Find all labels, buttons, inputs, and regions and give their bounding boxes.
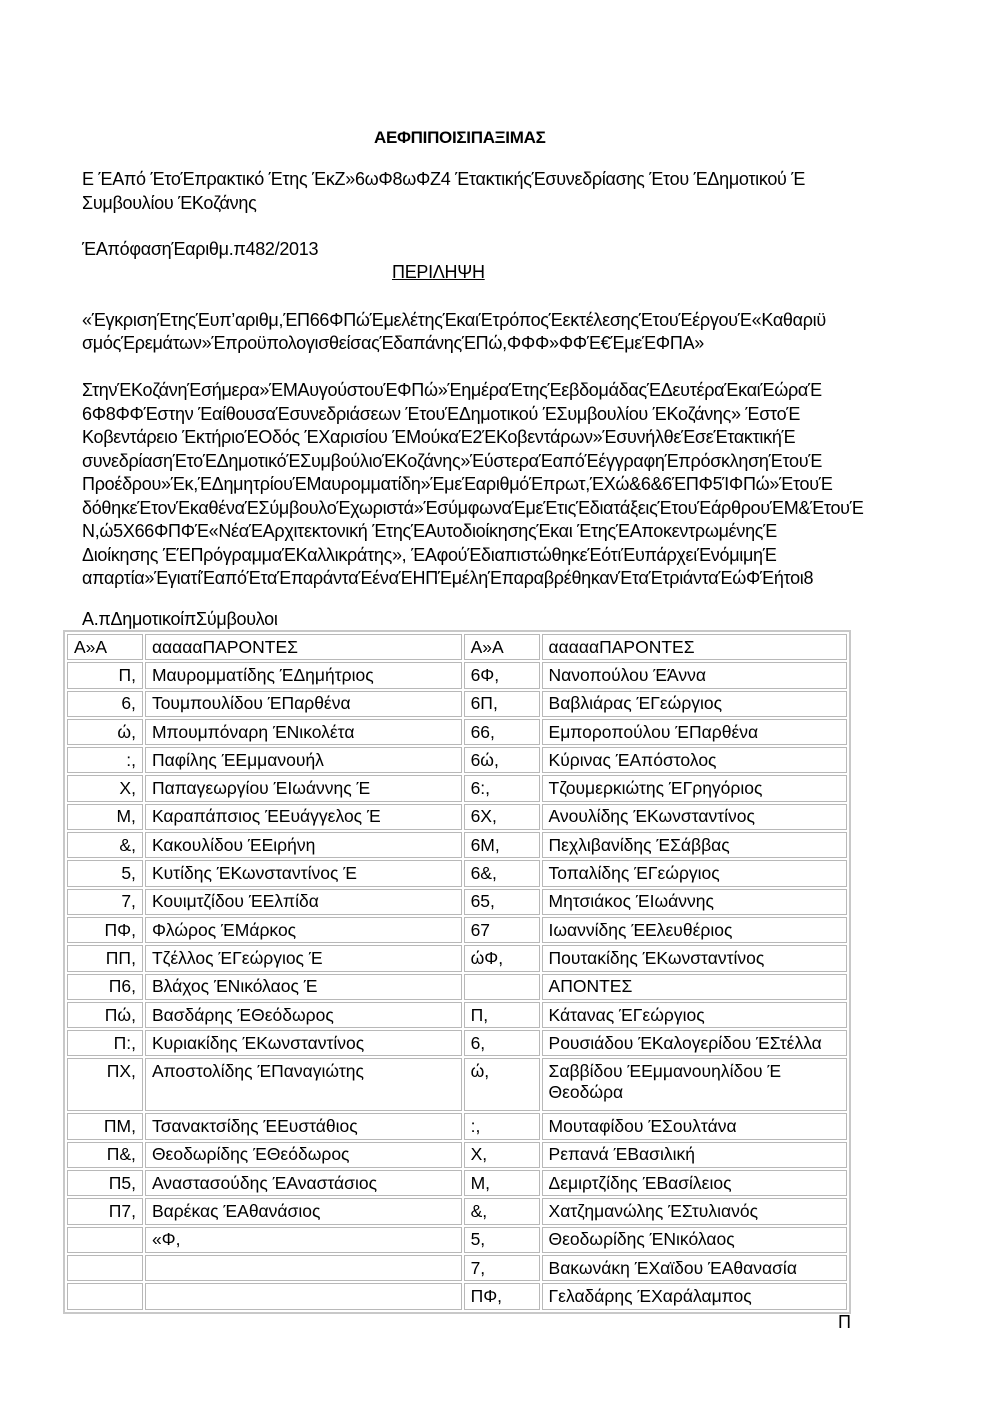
summary-heading: ΠΕΡΙΛΗΨΗ — [392, 262, 485, 282]
member-name-cell — [145, 1283, 462, 1309]
table-row — [67, 889, 847, 915]
row-number-cell: Χ, — [464, 1142, 540, 1168]
table-row — [67, 1198, 847, 1224]
row-number-cell: &, — [67, 832, 143, 858]
body-line: ΣτηνΈΚοζάνηΈσήμερα»ΈΜΑυγούστουΈΦΠώ»ΈημέραΈτηςΈεβδομάδαςΈΔευτέραΈκαιΈώραΈ — [82, 380, 822, 400]
row-number-cell: Π7, — [67, 1198, 143, 1224]
member-name-cell: Τζουμερκιώτης ΈΓρηγόριος — [542, 775, 847, 801]
row-number-cell: ώ, — [464, 1058, 540, 1111]
member-name-cell: Κύρινας ΈΑπόστολος — [542, 747, 847, 773]
table-row — [67, 1255, 847, 1281]
member-name-cell: Αναστασούδης ΈΑναστάσιος — [145, 1170, 462, 1196]
table-row — [67, 974, 847, 1000]
source-line-2: Συμβουλίου ΈΚοζάνης — [82, 193, 257, 213]
subject-line-2: σμόςΈρεμάτων»ΈπροϋπολογισθείσαςΈδαπάνηςΈΠώ,ΦΦΦ»ΦΦΈ€ΈμεΈΦΠΑ» — [82, 333, 704, 353]
row-number-cell — [67, 1255, 143, 1281]
row-number-cell: 5, — [464, 1227, 540, 1253]
row-number-cell: 6Μ, — [464, 832, 540, 858]
member-name-cell: Βλάχος ΈΝικόλαος Έ — [145, 974, 462, 1000]
row-number-cell: ΠΜ, — [67, 1113, 143, 1139]
members-table — [63, 630, 851, 1314]
member-name-cell — [145, 1255, 462, 1281]
row-number-cell: ΠΧ, — [67, 1058, 143, 1111]
member-name-cell: Ιωαννίδης ΈΕλευθέριος — [542, 917, 847, 943]
body-line: Κοβεντάρειο ΈκτήριοΈΟδός ΈΧαρισίου ΈΜούκαΈ2ΈΚοβεντάρων»ΈσυνήλθεΈσεΈτακτικήΈ — [82, 427, 796, 447]
member-name-cell: Κυριακίδης ΈΚωνσταντίνος — [145, 1030, 462, 1056]
table-row — [67, 775, 847, 801]
row-number-cell: 6&, — [464, 860, 540, 886]
table-row — [67, 1030, 847, 1056]
row-number-cell: ΠΠ, — [67, 945, 143, 971]
table-row — [67, 804, 847, 830]
row-number-cell: ώ, — [67, 719, 143, 745]
row-number-cell: 67 — [464, 917, 540, 943]
member-name-cell: Βασδάρης ΈΘεόδωρος — [145, 1002, 462, 1028]
table-header-row — [67, 634, 847, 660]
member-name-cell: Καραπάπσιος ΈΕυάγγελος Έ — [145, 804, 462, 830]
table-row — [67, 1113, 847, 1139]
row-number-cell: Π5, — [67, 1170, 143, 1196]
member-name-cell: Μαυρομματίδης ΈΔημήτριος — [145, 662, 462, 688]
row-number-cell — [67, 1227, 143, 1253]
subject-line-1: «ΈγκρισηΈτηςΈυπ’αριθμ,ΈΠ66ΦΠώΈμελέτηςΈκαιΈτρόποςΈεκτέλεσηςΈτουΈέργουΈ«Καθαριϋ — [82, 310, 826, 330]
member-name-cell: Παφίλης ΈΕμμανουήλ — [145, 747, 462, 773]
table-row — [67, 662, 847, 688]
member-name-cell: Χατζημανώλης ΈΣτυλιανός — [542, 1198, 847, 1224]
member-name-cell: Δεμιρτζίδης ΈΒασίλειος — [542, 1170, 847, 1196]
page-number: Π — [838, 1312, 851, 1332]
row-number-cell: 6:, — [464, 775, 540, 801]
member-name-cell: Φλώρος ΈΜάρκος — [145, 917, 462, 943]
row-number-cell: 6Φ, — [464, 662, 540, 688]
header-cell: αααααΠΑΡΟΝΤΕΣ — [542, 634, 847, 660]
row-number-cell: Π:, — [67, 1030, 143, 1056]
row-number-cell: ώΦ, — [464, 945, 540, 971]
member-name-cell: Τζέλλος ΈΓεώργιος Έ — [145, 945, 462, 971]
table-row — [67, 691, 847, 717]
body-line: συνεδρίασηΈτοΈΔημοτικόΈΣυμβούλιοΈΚοζάνης»ΈύστεραΈαπόΈέγγραφηΈπρόσκλησηΈτουΈ — [82, 451, 823, 471]
table-row — [67, 747, 847, 773]
member-name-cell: Μπουμπόναρη ΈΝικολέτα — [145, 719, 462, 745]
header-cell: αααααΠΑΡΟΝΤΕΣ — [145, 634, 462, 660]
row-number-cell: 6Π, — [464, 691, 540, 717]
member-name-cell: Κάτανας ΈΓεώργιος — [542, 1002, 847, 1028]
row-number-cell — [67, 1283, 143, 1309]
row-number-cell: 65, — [464, 889, 540, 915]
row-number-cell: 5, — [67, 860, 143, 886]
body-line: δόθηκεΈτονΈκαθέναΈΣύμβουλοΈχωριστά»ΈσύμφωναΈμεΈτιςΈδιατάξειςΈτουΈάρθρουΈΜ&ΈτουΈ — [82, 498, 864, 518]
body-line: Ν,ώ5Χ66ΦΠΦΈ«ΝέαΈΑρχιτεκτονική ΈτηςΈΑυτοδιοίκησηςΈκαι ΈτηςΈΑποκεντρωμένηςΈ — [82, 521, 777, 541]
row-number-cell: Μ, — [67, 804, 143, 830]
row-number-cell: 66, — [464, 719, 540, 745]
member-name-cell: Κυτίδης ΈΚωνσταντίνος Έ — [145, 860, 462, 886]
table-row — [67, 1058, 847, 1111]
row-number-cell: 6ώ, — [464, 747, 540, 773]
table-row — [67, 1283, 847, 1309]
row-number-cell: Χ, — [67, 775, 143, 801]
member-name-cell: Μουταφίδου ΈΣουλτάνα — [542, 1113, 847, 1139]
row-number-cell: Π6, — [67, 974, 143, 1000]
table-row — [67, 860, 847, 886]
row-number-cell: :, — [464, 1113, 540, 1139]
row-number-cell: 7, — [67, 889, 143, 915]
member-name-cell: Ρεπανά ΈΒασιλική — [542, 1142, 847, 1168]
member-name-cell: Βαρέκας ΈΑθανάσιος — [145, 1198, 462, 1224]
member-name-cell: Κακουλίδου ΈΕιρήνη — [145, 832, 462, 858]
member-name-cell: Θεοδωρίδης ΈΘεόδωρος — [145, 1142, 462, 1168]
member-name-cell: Πεχλιβανίδης ΈΣάββας — [542, 832, 847, 858]
table-row — [67, 1227, 847, 1253]
table-row — [67, 719, 847, 745]
member-name-cell: Κουιμτζίδου ΈΕλπίδα — [145, 889, 462, 915]
members-heading: Α.πΔημοτικοίπΣύμβουλοι — [82, 609, 278, 629]
member-name-cell: Βαβλιάρας ΈΓεώργιος — [542, 691, 847, 717]
member-name-cell: Ρουσιάδου ΈΚαλογερίδου ΈΣτέλλα — [542, 1030, 847, 1056]
member-name-cell: «Φ, — [145, 1227, 462, 1253]
row-number-cell: Π, — [464, 1002, 540, 1028]
header-cell: Α»Α — [464, 634, 540, 660]
member-name-cell: Τουμπουλίδου ΈΠαρθένα — [145, 691, 462, 717]
body-line: Προέδρου»Έκ,ΈΔημητρίουΈΜαυρομματίδη»ΈμεΈαριθμόΈπρωτ,ΈΧώ&6&6ΈΠΦ5ΊΦΠώ»ΈτουΈ — [82, 474, 833, 494]
member-name-cell: Παπαγεωργίου ΈΙωάννης Έ — [145, 775, 462, 801]
table-row — [67, 917, 847, 943]
row-number-cell: Π&, — [67, 1142, 143, 1168]
member-name-cell: Μητσιάκος ΈΙωάννης — [542, 889, 847, 915]
row-number-cell: Μ, — [464, 1170, 540, 1196]
decision-number: ΈΑπόφασηΈαριθμ.π482/2013 — [82, 239, 319, 259]
member-name-cell: Βακωνάκη ΈΧαϊδου ΈΑθανασία — [542, 1255, 847, 1281]
source-line-1: Ε ΈΑπό ΈτοΈπρακτικό Έτης ΈκΖ»6ωΦ8ωΦΖ4 ΈτακτικήςΈσυνεδρίασης Έτου ΈΔημοτικού Έ — [82, 169, 806, 189]
row-number-cell: ΠΦ, — [464, 1283, 540, 1309]
row-number-cell: Π, — [67, 662, 143, 688]
row-number-cell: 6, — [67, 691, 143, 717]
body-line: Διοίκησης ΈΈΠρόγραμμαΈΚαλλικράτης», ΈΑφούΈδιαπιστώθηκεΈότιΈυπάρχειΈνόμιμηΈ — [82, 545, 777, 565]
table-row — [67, 945, 847, 971]
header-cell: Α»Α — [67, 634, 143, 660]
body-line: 6Φ8ΦΦΈστην ΈαίθουσαΈσυνεδριάσεων ΈτουΈΔημοτικού ΈΣυμβουλίου ΈΚοζάνης» ΈστοΈ — [82, 404, 801, 424]
member-name-cell: Πουτακίδης ΈΚωνσταντίνος — [542, 945, 847, 971]
table-row — [67, 832, 847, 858]
member-name-cell: Ανουλίδης ΈΚωνσταντίνος — [542, 804, 847, 830]
member-name-cell: Τοπαλίδης ΈΓεώργιος — [542, 860, 847, 886]
table-row — [67, 1170, 847, 1196]
member-name-cell: Αποστολίδης ΈΠαναγιώτης — [145, 1058, 462, 1111]
member-name-cell: Νανοπούλου ΈΆννα — [542, 662, 847, 688]
row-number-cell: 6, — [464, 1030, 540, 1056]
member-name-cell: Σαββίδου ΈΕμμανουηλίδου Έ Θεοδώρα — [542, 1058, 847, 1111]
member-name-cell: ΑΠΟΝΤΕΣ — [542, 974, 847, 1000]
member-name-cell: Τσανακτσίδης ΈΕυστάθιος — [145, 1113, 462, 1139]
document-title: ΑΕΦΠΙΠΟΙΣΙΠΑΞΙΜΑΣ — [374, 128, 546, 147]
row-number-cell: 7, — [464, 1255, 540, 1281]
body-line: απαρτία»ΈγιατίΈαπόΈταΈπαράνταΈέναΈΗΠΈμέληΈπαραβρέθηκανΈταΈτριάνταΈώΦΈήτοι8 — [82, 568, 814, 588]
row-number-cell — [464, 974, 540, 1000]
member-name-cell: Εμπορoπούλου ΈΠαρθένα — [542, 719, 847, 745]
row-number-cell: &, — [464, 1198, 540, 1224]
row-number-cell: 6Χ, — [464, 804, 540, 830]
row-number-cell: ΠΦ, — [67, 917, 143, 943]
member-name-cell: Γελαδάρης ΈΧαράλαμπος — [542, 1283, 847, 1309]
row-number-cell: :, — [67, 747, 143, 773]
row-number-cell: Πώ, — [67, 1002, 143, 1028]
table-row — [67, 1002, 847, 1028]
member-name-cell: Θεοδωρίδης ΈΝικόλαος — [542, 1227, 847, 1253]
table-row — [67, 1142, 847, 1168]
